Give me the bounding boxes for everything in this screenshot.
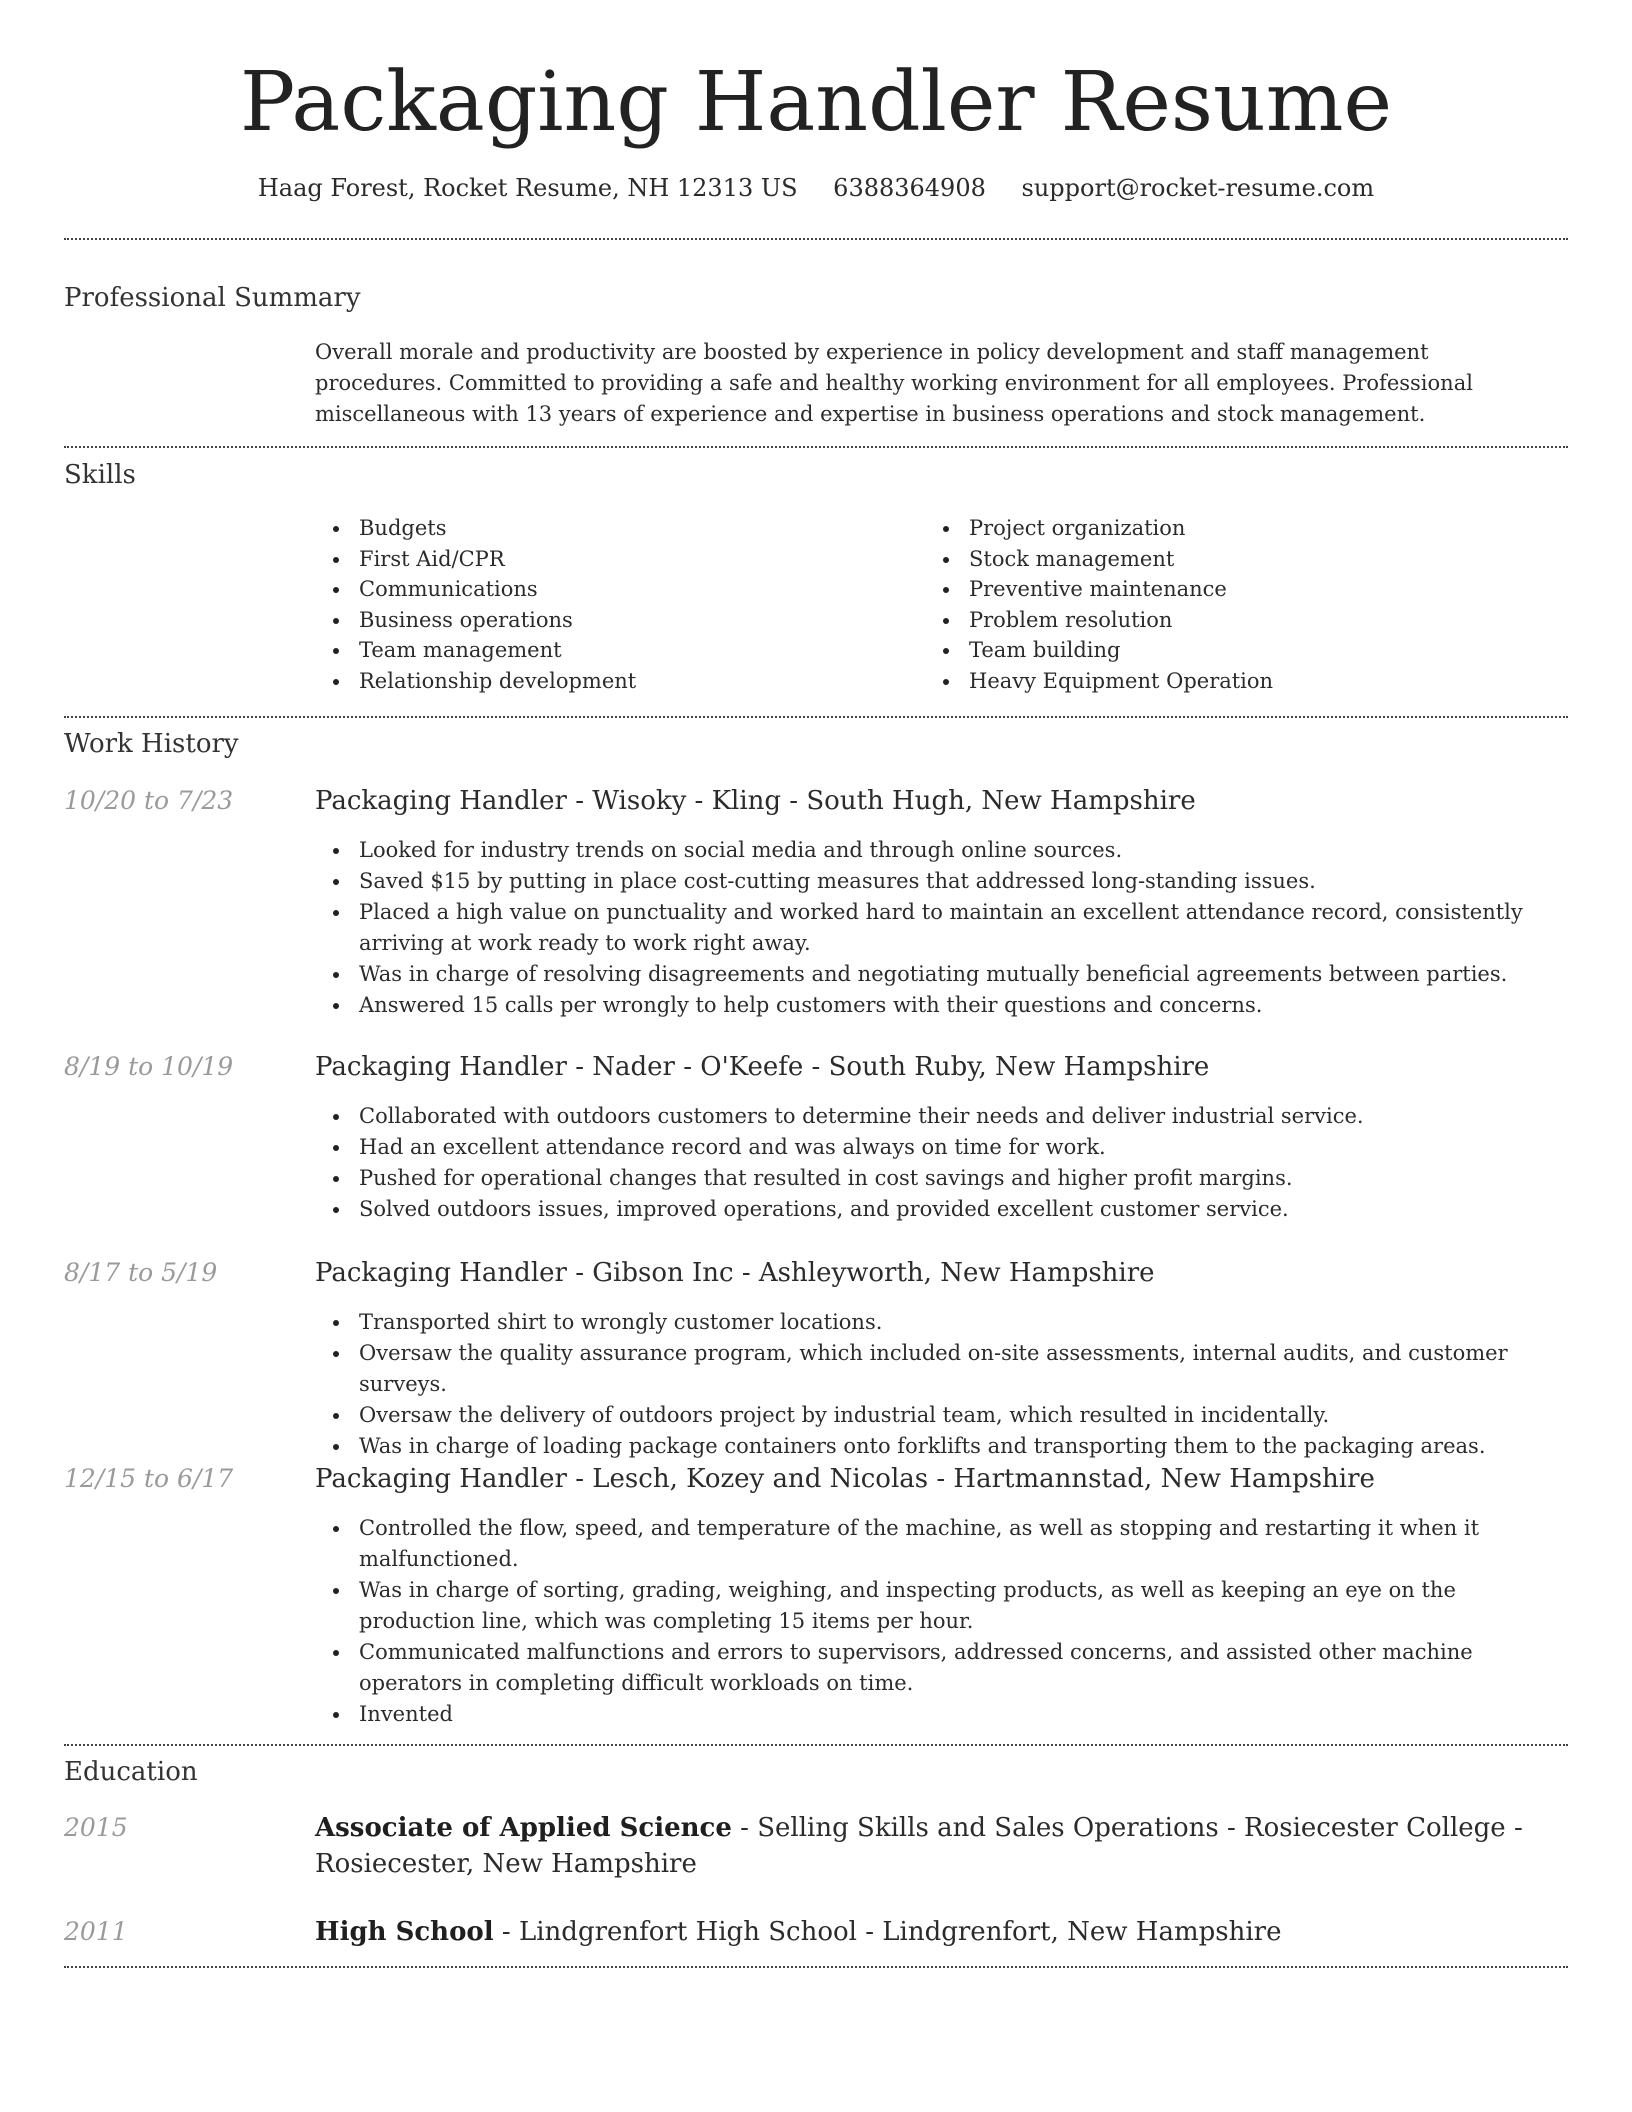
education-heading: Education bbox=[64, 1757, 198, 1787]
work-heading: Work History bbox=[64, 729, 239, 759]
degree-details: - Selling Skills and Sales Operations - Rosiecester College - Rosiecester, New Hampshire bbox=[315, 1813, 1523, 1879]
degree-name: Associate of Applied Science bbox=[315, 1813, 732, 1843]
job-title: Packaging Handler - Nader - O'Keefe - South Ruby, New Hampshire bbox=[315, 1052, 1210, 1082]
list-item: Project organization bbox=[925, 513, 1525, 544]
list-item: Preventive maintenance bbox=[925, 574, 1525, 605]
job-bullets bbox=[315, 1101, 1565, 1225]
list-item: Had an excellent attendance record and was always on time for work. bbox=[315, 1132, 1565, 1163]
job-bullets bbox=[315, 1307, 1565, 1462]
list-item: Oversaw the quality assurance program, which included on-site assessments, internal audits, and customer surveys. bbox=[315, 1338, 1565, 1400]
list-item: Team management bbox=[315, 635, 915, 666]
list-item: Business operations bbox=[315, 605, 915, 636]
job-dates: 12/15 to 6/17 bbox=[64, 1464, 234, 1493]
contact-line bbox=[0, 170, 1632, 206]
section-divider bbox=[64, 1744, 1568, 1746]
contact-phone: 6388364908 bbox=[833, 174, 986, 202]
education-year: 2011 bbox=[64, 1917, 128, 1946]
section-divider bbox=[64, 238, 1568, 240]
summary-heading: Professional Summary bbox=[64, 283, 361, 313]
list-item: Budgets bbox=[315, 513, 915, 544]
contact-email: support@rocket-resume.com bbox=[1021, 174, 1375, 202]
degree-details: - Lindgrenfort High School - Lindgrenfort, New Hampshire bbox=[493, 1917, 1282, 1947]
education-entry bbox=[315, 1810, 1565, 1882]
section-divider bbox=[64, 446, 1568, 448]
list-item: Answered 15 calls per wrongly to help customers with their questions and concerns. bbox=[315, 990, 1565, 1021]
page-title: Packaging Handler Resume bbox=[239, 55, 1393, 150]
job-dates: 8/17 to 5/19 bbox=[64, 1258, 218, 1287]
skills-heading: Skills bbox=[64, 460, 136, 490]
list-item: Looked for industry trends on social media and through online sources. bbox=[315, 835, 1565, 866]
job-bullets bbox=[315, 835, 1565, 1021]
list-item: Controlled the flow, speed, and temperature of the machine, as well as stopping and restarting it when it malfunctioned. bbox=[315, 1513, 1565, 1575]
summary-text: Overall morale and productivity are boosted by experience in policy development and staff management procedures. Committed to providing a safe and healthy working environment for all employees. Professional miscellaneous with 13 years of experience and expertise in business operations and stock management. bbox=[315, 340, 1473, 426]
list-item: Heavy Equipment Operation bbox=[925, 666, 1525, 697]
list-item: First Aid/CPR bbox=[315, 544, 915, 575]
list-item: Saved $15 by putting in place cost-cutting measures that addressed long-standing issues. bbox=[315, 866, 1565, 897]
list-item: Communications bbox=[315, 574, 915, 605]
list-item: Oversaw the delivery of outdoors project by industrial team, which resulted in incidentally. bbox=[315, 1400, 1565, 1431]
list-item: Transported shirt to wrongly customer locations. bbox=[315, 1307, 1565, 1338]
list-item: Invented bbox=[315, 1699, 1565, 1730]
skills-list-right bbox=[925, 513, 1525, 696]
job-title: Packaging Handler - Gibson Inc - Ashleyworth, New Hampshire bbox=[315, 1258, 1155, 1288]
job-dates: 8/19 to 10/19 bbox=[64, 1052, 234, 1081]
degree-name: High School bbox=[315, 1917, 494, 1947]
list-item: Pushed for operational changes that resulted in cost savings and higher profit margins. bbox=[315, 1163, 1565, 1194]
list-item: Was in charge of sorting, grading, weighing, and inspecting products, as well as keeping an eye on the production line, which was completing 15 items per hour. bbox=[315, 1575, 1565, 1637]
list-item: Collaborated with outdoors customers to determine their needs and deliver industrial service. bbox=[315, 1101, 1565, 1132]
contact-address: Haag Forest, Rocket Resume, NH 12313 US bbox=[257, 174, 798, 202]
list-item: Solved outdoors issues, improved operations, and provided excellent customer service. bbox=[315, 1194, 1565, 1225]
job-dates: 10/20 to 7/23 bbox=[64, 786, 234, 815]
list-item: Problem resolution bbox=[925, 605, 1525, 636]
education-year: 2015 bbox=[64, 1813, 128, 1842]
job-title: Packaging Handler - Lesch, Kozey and Nicolas - Hartmannstad, New Hampshire bbox=[315, 1464, 1375, 1494]
list-item: Was in charge of loading package containers onto forklifts and transporting them to the packaging areas. bbox=[315, 1431, 1565, 1462]
list-item: Communicated malfunctions and errors to supervisors, addressed concerns, and assisted other machine operators in completing difficult workloads on time. bbox=[315, 1637, 1565, 1699]
list-item: Placed a high value on punctuality and worked hard to maintain an excellent attendance record, consistently arriving at work ready to work right away. bbox=[315, 897, 1565, 959]
job-bullets bbox=[315, 1513, 1565, 1730]
section-divider bbox=[64, 1966, 1568, 1968]
education-entry bbox=[315, 1914, 1565, 1950]
list-item: Was in charge of resolving disagreements and negotiating mutually beneficial agreements between parties. bbox=[315, 959, 1565, 990]
list-item: Relationship development bbox=[315, 666, 915, 697]
list-item: Team building bbox=[925, 635, 1525, 666]
job-title: Packaging Handler - Wisoky - Kling - South Hugh, New Hampshire bbox=[315, 786, 1196, 816]
list-item: Stock management bbox=[925, 544, 1525, 575]
skills-list-left bbox=[315, 513, 915, 696]
section-divider bbox=[64, 716, 1568, 718]
